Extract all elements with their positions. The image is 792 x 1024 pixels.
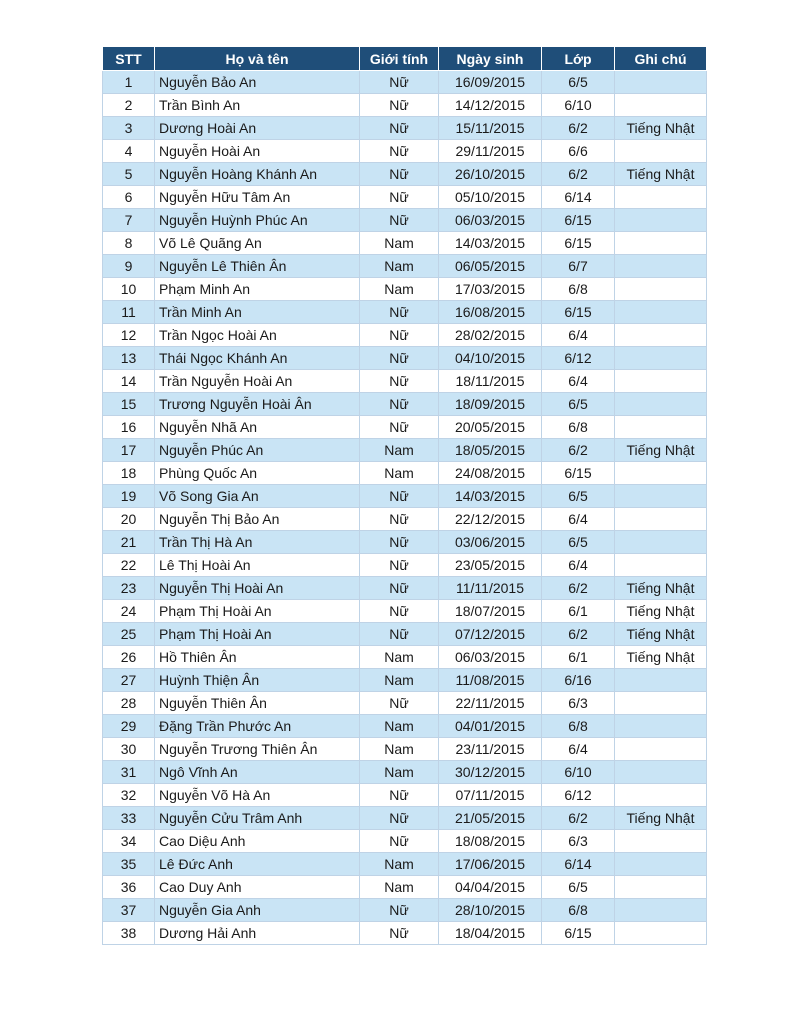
cell-stt: 1 [103, 71, 155, 94]
cell-gender: Nam [360, 462, 439, 485]
cell-note [615, 255, 707, 278]
cell-gender: Nữ [360, 140, 439, 163]
cell-note: Tiếng Nhật [615, 117, 707, 140]
cell-name: Nguyễn Thị Bảo An [155, 508, 360, 531]
cell-name: Hồ Thiên Ân [155, 646, 360, 669]
cell-stt: 12 [103, 324, 155, 347]
cell-class: 6/5 [542, 71, 615, 94]
cell-gender: Nữ [360, 600, 439, 623]
cell-name: Nguyễn Thiên Ân [155, 692, 360, 715]
cell-gender: Nam [360, 876, 439, 899]
cell-dob: 17/03/2015 [439, 278, 542, 301]
cell-note: Tiếng Nhật [615, 163, 707, 186]
cell-gender: Nữ [360, 807, 439, 830]
cell-name: Trần Thị Hà An [155, 531, 360, 554]
cell-note [615, 301, 707, 324]
cell-dob: 21/05/2015 [439, 807, 542, 830]
cell-note: Tiếng Nhật [615, 646, 707, 669]
cell-class: 6/16 [542, 669, 615, 692]
table-row [103, 577, 707, 600]
table-row [103, 669, 707, 692]
cell-name: Đặng Trần Phước An [155, 715, 360, 738]
cell-name: Nguyễn Võ Hà An [155, 784, 360, 807]
table-row [103, 876, 707, 899]
cell-dob: 15/11/2015 [439, 117, 542, 140]
cell-note: Tiếng Nhật [615, 439, 707, 462]
cell-stt: 4 [103, 140, 155, 163]
cell-class: 6/8 [542, 715, 615, 738]
cell-gender: Nữ [360, 324, 439, 347]
cell-note [615, 531, 707, 554]
cell-stt: 26 [103, 646, 155, 669]
table-row [103, 922, 707, 945]
cell-name: Cao Duy Anh [155, 876, 360, 899]
header-row [103, 47, 707, 71]
cell-gender: Nữ [360, 393, 439, 416]
cell-gender: Nữ [360, 117, 439, 140]
cell-dob: 18/11/2015 [439, 370, 542, 393]
cell-gender: Nữ [360, 163, 439, 186]
cell-gender: Nam [360, 255, 439, 278]
cell-dob: 18/04/2015 [439, 922, 542, 945]
cell-note [615, 370, 707, 393]
cell-name: Trần Bình An [155, 94, 360, 117]
cell-stt: 11 [103, 301, 155, 324]
cell-name: Nguyễn Gia Anh [155, 899, 360, 922]
cell-note [615, 784, 707, 807]
header-class: Lớp [542, 47, 615, 71]
cell-note [615, 715, 707, 738]
table-row [103, 692, 707, 715]
table-row [103, 554, 707, 577]
cell-gender: Nữ [360, 347, 439, 370]
cell-class: 6/15 [542, 922, 615, 945]
cell-dob: 22/12/2015 [439, 508, 542, 531]
cell-stt: 21 [103, 531, 155, 554]
cell-stt: 17 [103, 439, 155, 462]
cell-gender: Nam [360, 738, 439, 761]
table-row [103, 899, 707, 922]
cell-note [615, 853, 707, 876]
cell-class: 6/4 [542, 738, 615, 761]
cell-note: Tiếng Nhật [615, 807, 707, 830]
cell-stt: 23 [103, 577, 155, 600]
cell-gender: Nữ [360, 623, 439, 646]
cell-class: 6/2 [542, 439, 615, 462]
cell-stt: 20 [103, 508, 155, 531]
cell-name: Phạm Minh An [155, 278, 360, 301]
cell-note [615, 462, 707, 485]
cell-dob: 14/03/2015 [439, 232, 542, 255]
cell-name: Nguyễn Trương Thiên Ân [155, 738, 360, 761]
cell-class: 6/14 [542, 853, 615, 876]
cell-class: 6/15 [542, 209, 615, 232]
cell-gender: Nữ [360, 899, 439, 922]
cell-dob: 22/11/2015 [439, 692, 542, 715]
cell-class: 6/15 [542, 462, 615, 485]
cell-name: Ngô Vĩnh An [155, 761, 360, 784]
table-row [103, 439, 707, 462]
cell-class: 6/3 [542, 692, 615, 715]
cell-name: Phạm Thị Hoài An [155, 623, 360, 646]
cell-name: Dương Hải Anh [155, 922, 360, 945]
table-body [103, 71, 707, 945]
cell-note [615, 876, 707, 899]
cell-note [615, 738, 707, 761]
table-row [103, 462, 707, 485]
cell-class: 6/4 [542, 370, 615, 393]
table-header [103, 47, 707, 71]
cell-stt: 22 [103, 554, 155, 577]
cell-stt: 15 [103, 393, 155, 416]
table-row [103, 807, 707, 830]
cell-stt: 9 [103, 255, 155, 278]
table-row [103, 347, 707, 370]
table-row [103, 738, 707, 761]
cell-gender: Nữ [360, 830, 439, 853]
cell-dob: 06/03/2015 [439, 646, 542, 669]
cell-dob: 18/08/2015 [439, 830, 542, 853]
cell-gender: Nữ [360, 531, 439, 554]
header-dob: Ngày sinh [439, 47, 542, 71]
table-row [103, 186, 707, 209]
cell-stt: 32 [103, 784, 155, 807]
cell-note [615, 94, 707, 117]
cell-name: Trần Minh An [155, 301, 360, 324]
cell-dob: 16/09/2015 [439, 71, 542, 94]
cell-stt: 29 [103, 715, 155, 738]
cell-stt: 25 [103, 623, 155, 646]
cell-class: 6/1 [542, 600, 615, 623]
table-row [103, 301, 707, 324]
cell-dob: 28/02/2015 [439, 324, 542, 347]
cell-class: 6/12 [542, 347, 615, 370]
cell-gender: Nữ [360, 71, 439, 94]
cell-note [615, 140, 707, 163]
cell-name: Nguyễn Thị Hoài An [155, 577, 360, 600]
cell-note [615, 347, 707, 370]
cell-class: 6/8 [542, 899, 615, 922]
cell-stt: 19 [103, 485, 155, 508]
cell-class: 6/10 [542, 761, 615, 784]
cell-name: Lê Thị Hoài An [155, 554, 360, 577]
table-row [103, 370, 707, 393]
cell-dob: 07/11/2015 [439, 784, 542, 807]
cell-dob: 26/10/2015 [439, 163, 542, 186]
cell-name: Nguyễn Hoàng Khánh An [155, 163, 360, 186]
cell-class: 6/15 [542, 301, 615, 324]
cell-name: Trần Nguyễn Hoài An [155, 370, 360, 393]
cell-gender: Nam [360, 669, 439, 692]
table-row [103, 232, 707, 255]
header-stt: STT [103, 47, 155, 71]
cell-note: Tiếng Nhật [615, 623, 707, 646]
cell-class: 6/5 [542, 485, 615, 508]
table-row [103, 715, 707, 738]
cell-dob: 14/03/2015 [439, 485, 542, 508]
cell-class: 6/5 [542, 876, 615, 899]
cell-note [615, 186, 707, 209]
cell-name: Nguyễn Bảo An [155, 71, 360, 94]
header-note: Ghi chú [615, 47, 707, 71]
cell-stt: 13 [103, 347, 155, 370]
cell-name: Thái Ngọc Khánh An [155, 347, 360, 370]
cell-gender: Nam [360, 278, 439, 301]
cell-gender: Nữ [360, 508, 439, 531]
cell-class: 6/4 [542, 554, 615, 577]
cell-stt: 37 [103, 899, 155, 922]
cell-dob: 24/08/2015 [439, 462, 542, 485]
cell-class: 6/2 [542, 623, 615, 646]
cell-class: 6/1 [542, 646, 615, 669]
cell-stt: 8 [103, 232, 155, 255]
cell-name: Lê Đức Anh [155, 853, 360, 876]
cell-dob: 11/08/2015 [439, 669, 542, 692]
cell-stt: 10 [103, 278, 155, 301]
table-row [103, 94, 707, 117]
table-row [103, 416, 707, 439]
cell-stt: 14 [103, 370, 155, 393]
cell-dob: 04/10/2015 [439, 347, 542, 370]
cell-name: Phùng Quốc An [155, 462, 360, 485]
cell-note [615, 922, 707, 945]
cell-dob: 06/03/2015 [439, 209, 542, 232]
cell-gender: Nữ [360, 186, 439, 209]
cell-class: 6/3 [542, 830, 615, 853]
cell-stt: 24 [103, 600, 155, 623]
cell-stt: 16 [103, 416, 155, 439]
cell-dob: 18/09/2015 [439, 393, 542, 416]
cell-note [615, 899, 707, 922]
cell-class: 6/8 [542, 416, 615, 439]
cell-class: 6/10 [542, 94, 615, 117]
cell-dob: 11/11/2015 [439, 577, 542, 600]
cell-stt: 2 [103, 94, 155, 117]
table-row [103, 324, 707, 347]
cell-stt: 30 [103, 738, 155, 761]
cell-stt: 38 [103, 922, 155, 945]
cell-gender: Nữ [360, 94, 439, 117]
cell-class: 6/15 [542, 232, 615, 255]
cell-name: Nguyễn Lê Thiên Ân [155, 255, 360, 278]
cell-name: Nguyễn Phúc An [155, 439, 360, 462]
cell-gender: Nam [360, 715, 439, 738]
cell-stt: 3 [103, 117, 155, 140]
cell-class: 6/12 [542, 784, 615, 807]
table-row [103, 761, 707, 784]
cell-class: 6/2 [542, 807, 615, 830]
cell-gender: Nữ [360, 922, 439, 945]
cell-note [615, 393, 707, 416]
cell-gender: Nữ [360, 485, 439, 508]
table-row [103, 117, 707, 140]
cell-stt: 31 [103, 761, 155, 784]
cell-dob: 04/04/2015 [439, 876, 542, 899]
cell-note [615, 692, 707, 715]
table-row [103, 508, 707, 531]
cell-note: Tiếng Nhật [615, 577, 707, 600]
table-row [103, 623, 707, 646]
cell-class: 6/2 [542, 163, 615, 186]
cell-dob: 30/12/2015 [439, 761, 542, 784]
cell-gender: Nam [360, 761, 439, 784]
table-row [103, 393, 707, 416]
cell-name: Cao Diệu Anh [155, 830, 360, 853]
cell-class: 6/4 [542, 324, 615, 347]
cell-stt: 27 [103, 669, 155, 692]
table-row [103, 485, 707, 508]
cell-stt: 28 [103, 692, 155, 715]
cell-name: Nguyễn Hữu Tâm An [155, 186, 360, 209]
cell-class: 6/7 [542, 255, 615, 278]
table-row [103, 278, 707, 301]
cell-dob: 14/12/2015 [439, 94, 542, 117]
cell-name: Nguyễn Nhã An [155, 416, 360, 439]
header-name: Họ và tên [155, 47, 360, 71]
cell-stt: 7 [103, 209, 155, 232]
cell-dob: 18/07/2015 [439, 600, 542, 623]
cell-gender: Nữ [360, 416, 439, 439]
cell-gender: Nam [360, 232, 439, 255]
cell-dob: 04/01/2015 [439, 715, 542, 738]
cell-note [615, 761, 707, 784]
cell-gender: Nam [360, 439, 439, 462]
cell-note [615, 669, 707, 692]
cell-class: 6/8 [542, 278, 615, 301]
cell-dob: 05/10/2015 [439, 186, 542, 209]
table-row [103, 784, 707, 807]
cell-class: 6/14 [542, 186, 615, 209]
table-row [103, 255, 707, 278]
table-row [103, 140, 707, 163]
cell-class: 6/4 [542, 508, 615, 531]
cell-note [615, 278, 707, 301]
cell-gender: Nữ [360, 784, 439, 807]
table-row [103, 531, 707, 554]
cell-stt: 33 [103, 807, 155, 830]
cell-stt: 5 [103, 163, 155, 186]
cell-note [615, 485, 707, 508]
cell-name: Trương Nguyễn Hoài Ân [155, 393, 360, 416]
cell-name: Huỳnh Thiện Ân [155, 669, 360, 692]
header-gender: Giới tính [360, 47, 439, 71]
cell-gender: Nam [360, 646, 439, 669]
cell-dob: 23/05/2015 [439, 554, 542, 577]
cell-name: Võ Song Gia An [155, 485, 360, 508]
cell-gender: Nữ [360, 370, 439, 393]
cell-dob: 29/11/2015 [439, 140, 542, 163]
cell-dob: 18/05/2015 [439, 439, 542, 462]
cell-note [615, 508, 707, 531]
cell-gender: Nữ [360, 301, 439, 324]
cell-stt: 35 [103, 853, 155, 876]
cell-gender: Nữ [360, 577, 439, 600]
table-row [103, 600, 707, 623]
cell-class: 6/2 [542, 577, 615, 600]
cell-dob: 23/11/2015 [439, 738, 542, 761]
cell-name: Trần Ngọc Hoài An [155, 324, 360, 347]
cell-note [615, 324, 707, 347]
cell-class: 6/2 [542, 117, 615, 140]
cell-note [615, 554, 707, 577]
table-row [103, 646, 707, 669]
cell-gender: Nữ [360, 692, 439, 715]
cell-note [615, 232, 707, 255]
cell-note [615, 209, 707, 232]
cell-note: Tiếng Nhật [615, 600, 707, 623]
cell-note [615, 71, 707, 94]
cell-note [615, 830, 707, 853]
cell-dob: 07/12/2015 [439, 623, 542, 646]
cell-gender: Nam [360, 853, 439, 876]
cell-dob: 06/05/2015 [439, 255, 542, 278]
student-list-table [102, 46, 707, 945]
table-row [103, 209, 707, 232]
cell-class: 6/6 [542, 140, 615, 163]
table-row [103, 853, 707, 876]
cell-dob: 16/08/2015 [439, 301, 542, 324]
cell-name: Dương Hoài An [155, 117, 360, 140]
table-row [103, 163, 707, 186]
cell-dob: 20/05/2015 [439, 416, 542, 439]
cell-stt: 6 [103, 186, 155, 209]
cell-gender: Nữ [360, 554, 439, 577]
cell-gender: Nữ [360, 209, 439, 232]
cell-name: Nguyễn Huỳnh Phúc An [155, 209, 360, 232]
cell-stt: 36 [103, 876, 155, 899]
cell-name: Phạm Thị Hoài An [155, 600, 360, 623]
cell-name: Nguyễn Hoài An [155, 140, 360, 163]
cell-note [615, 416, 707, 439]
table-row [103, 830, 707, 853]
cell-stt: 18 [103, 462, 155, 485]
cell-class: 6/5 [542, 393, 615, 416]
cell-name: Nguyễn Cửu Trâm Anh [155, 807, 360, 830]
cell-dob: 17/06/2015 [439, 853, 542, 876]
table-row [103, 71, 707, 94]
cell-dob: 28/10/2015 [439, 899, 542, 922]
cell-stt: 34 [103, 830, 155, 853]
cell-dob: 03/06/2015 [439, 531, 542, 554]
cell-name: Võ Lê Quãng An [155, 232, 360, 255]
cell-class: 6/5 [542, 531, 615, 554]
